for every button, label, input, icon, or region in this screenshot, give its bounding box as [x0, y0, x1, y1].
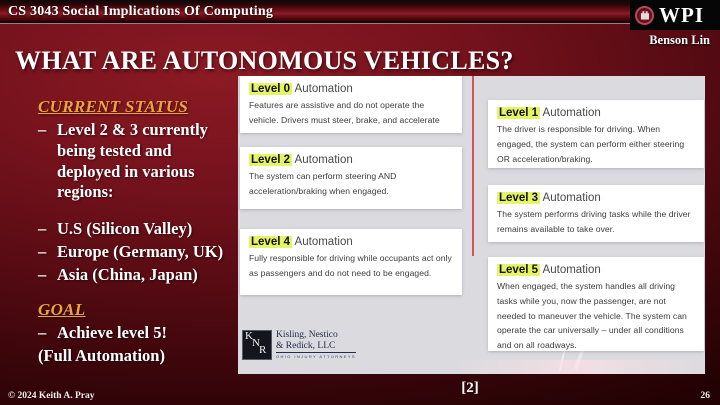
wpi-seal-icon [635, 6, 654, 25]
level-5-suffix: Automation [540, 264, 601, 276]
level-1-card [488, 100, 704, 168]
goal-heading: GOAL [38, 300, 86, 320]
level-3-description: The system performs driving tasks while the driver remains available to take over. [497, 209, 691, 234]
list-item [38, 219, 238, 240]
bullet-dash: – [38, 264, 47, 284]
level-5-description: When engaged, the system handles all driving tasks while you, now the passenger, are not needed to maneuver the vehicle. The system can operate the car universally – under all conditions and on all roadways. [497, 281, 687, 351]
level-2-chip: Level 2 [251, 154, 290, 166]
knr-tagline: OHIO INJURY ATTORNEYS [276, 354, 357, 360]
level-1-description: The driver is responsible for driving. When engaged, the system can perform either steering OR acceleration/braking. [497, 124, 685, 164]
level-4-description: Fully responsible for driving while occupants act only as passengers and do not need to be engaged. [249, 253, 452, 278]
wpi-logo [630, 0, 720, 30]
left-text-column [38, 97, 238, 366]
wpi-wordmark: WPI [659, 2, 704, 27]
level-4-suffix: Automation [292, 236, 353, 248]
level-2-card [240, 147, 462, 209]
level-3-suffix: Automation [540, 192, 601, 204]
automation-levels-infographic [238, 76, 705, 374]
level-4-title [249, 236, 453, 248]
region-us: U.S (Silicon Valley) [57, 219, 193, 239]
list-item [38, 242, 238, 263]
level-5-chip: Level 5 [499, 264, 538, 276]
level-0-title [249, 83, 453, 95]
goal-bullet-text: Achieve level 5! [57, 323, 167, 343]
level-0-suffix: Automation [292, 83, 353, 95]
status-bullet-text: Level 2 & 3 currently being tested and deployed in various regions: [57, 120, 208, 202]
monogram-letter: R [259, 344, 267, 356]
copyright: © 2024 Keith A. Pray [8, 391, 95, 401]
knr-logo-text [276, 330, 356, 359]
goal-block [38, 300, 238, 366]
list-item [38, 265, 238, 286]
bullet-dash: – [38, 323, 47, 343]
level-0-chip: Level 0 [251, 83, 290, 95]
level-5-title [497, 264, 695, 276]
level-0-card [240, 76, 462, 133]
level-2-description: The system can perform steering AND acceleration/braking when engaged. [249, 171, 397, 196]
level-1-suffix: Automation [540, 107, 601, 119]
monogram-letter: N [252, 337, 260, 349]
monogram-letter: K [245, 330, 253, 342]
current-status-heading: CURRENT STATUS [38, 97, 189, 116]
knr-name-line1: Kisling, Nestico [276, 330, 338, 340]
bullet-dash: – [38, 120, 47, 139]
red-divider-line [472, 76, 474, 256]
knr-name-line2: & Redick, LLC [276, 340, 336, 351]
knr-monogram-icon [242, 330, 272, 360]
goal-note: (Full Automation) [38, 346, 165, 366]
page-title: WHAT ARE AUTONOMOUS VEHICLES? [15, 46, 514, 75]
bullet-dash: – [38, 241, 47, 261]
bullet-dash: – [38, 219, 47, 239]
course-title: CS 3043 Social Implications Of Computing [8, 3, 274, 19]
level-1-chip: Level 1 [499, 107, 538, 119]
level-0-description: Features are assistive and do not operate the vehicle. Drivers must steer, brake, and accelerate [249, 100, 440, 125]
status-bullet [38, 120, 238, 203]
citation-ref: [2] [461, 380, 479, 396]
level-3-chip: Level 3 [499, 192, 538, 204]
level-4-chip: Level 4 [251, 236, 290, 248]
level-2-title [249, 154, 453, 166]
level-1-title [497, 107, 695, 119]
level-5-card [488, 257, 704, 351]
goal-bullet [38, 323, 238, 344]
author-name: Benson Lin [649, 33, 710, 47]
level-4-card [240, 229, 462, 295]
knr-law-firm-logo [242, 330, 356, 360]
road-graphic-wash [458, 360, 708, 374]
region-europe: Europe (Germany, UK) [57, 241, 224, 261]
regions-list [38, 219, 238, 285]
level-2-suffix: Automation [292, 154, 353, 166]
level-3-title [497, 192, 695, 204]
header-bar [0, 0, 720, 24]
level-3-card [488, 185, 704, 242]
region-asia: Asia (China, Japan) [57, 264, 198, 284]
page-number: 26 [700, 391, 710, 401]
